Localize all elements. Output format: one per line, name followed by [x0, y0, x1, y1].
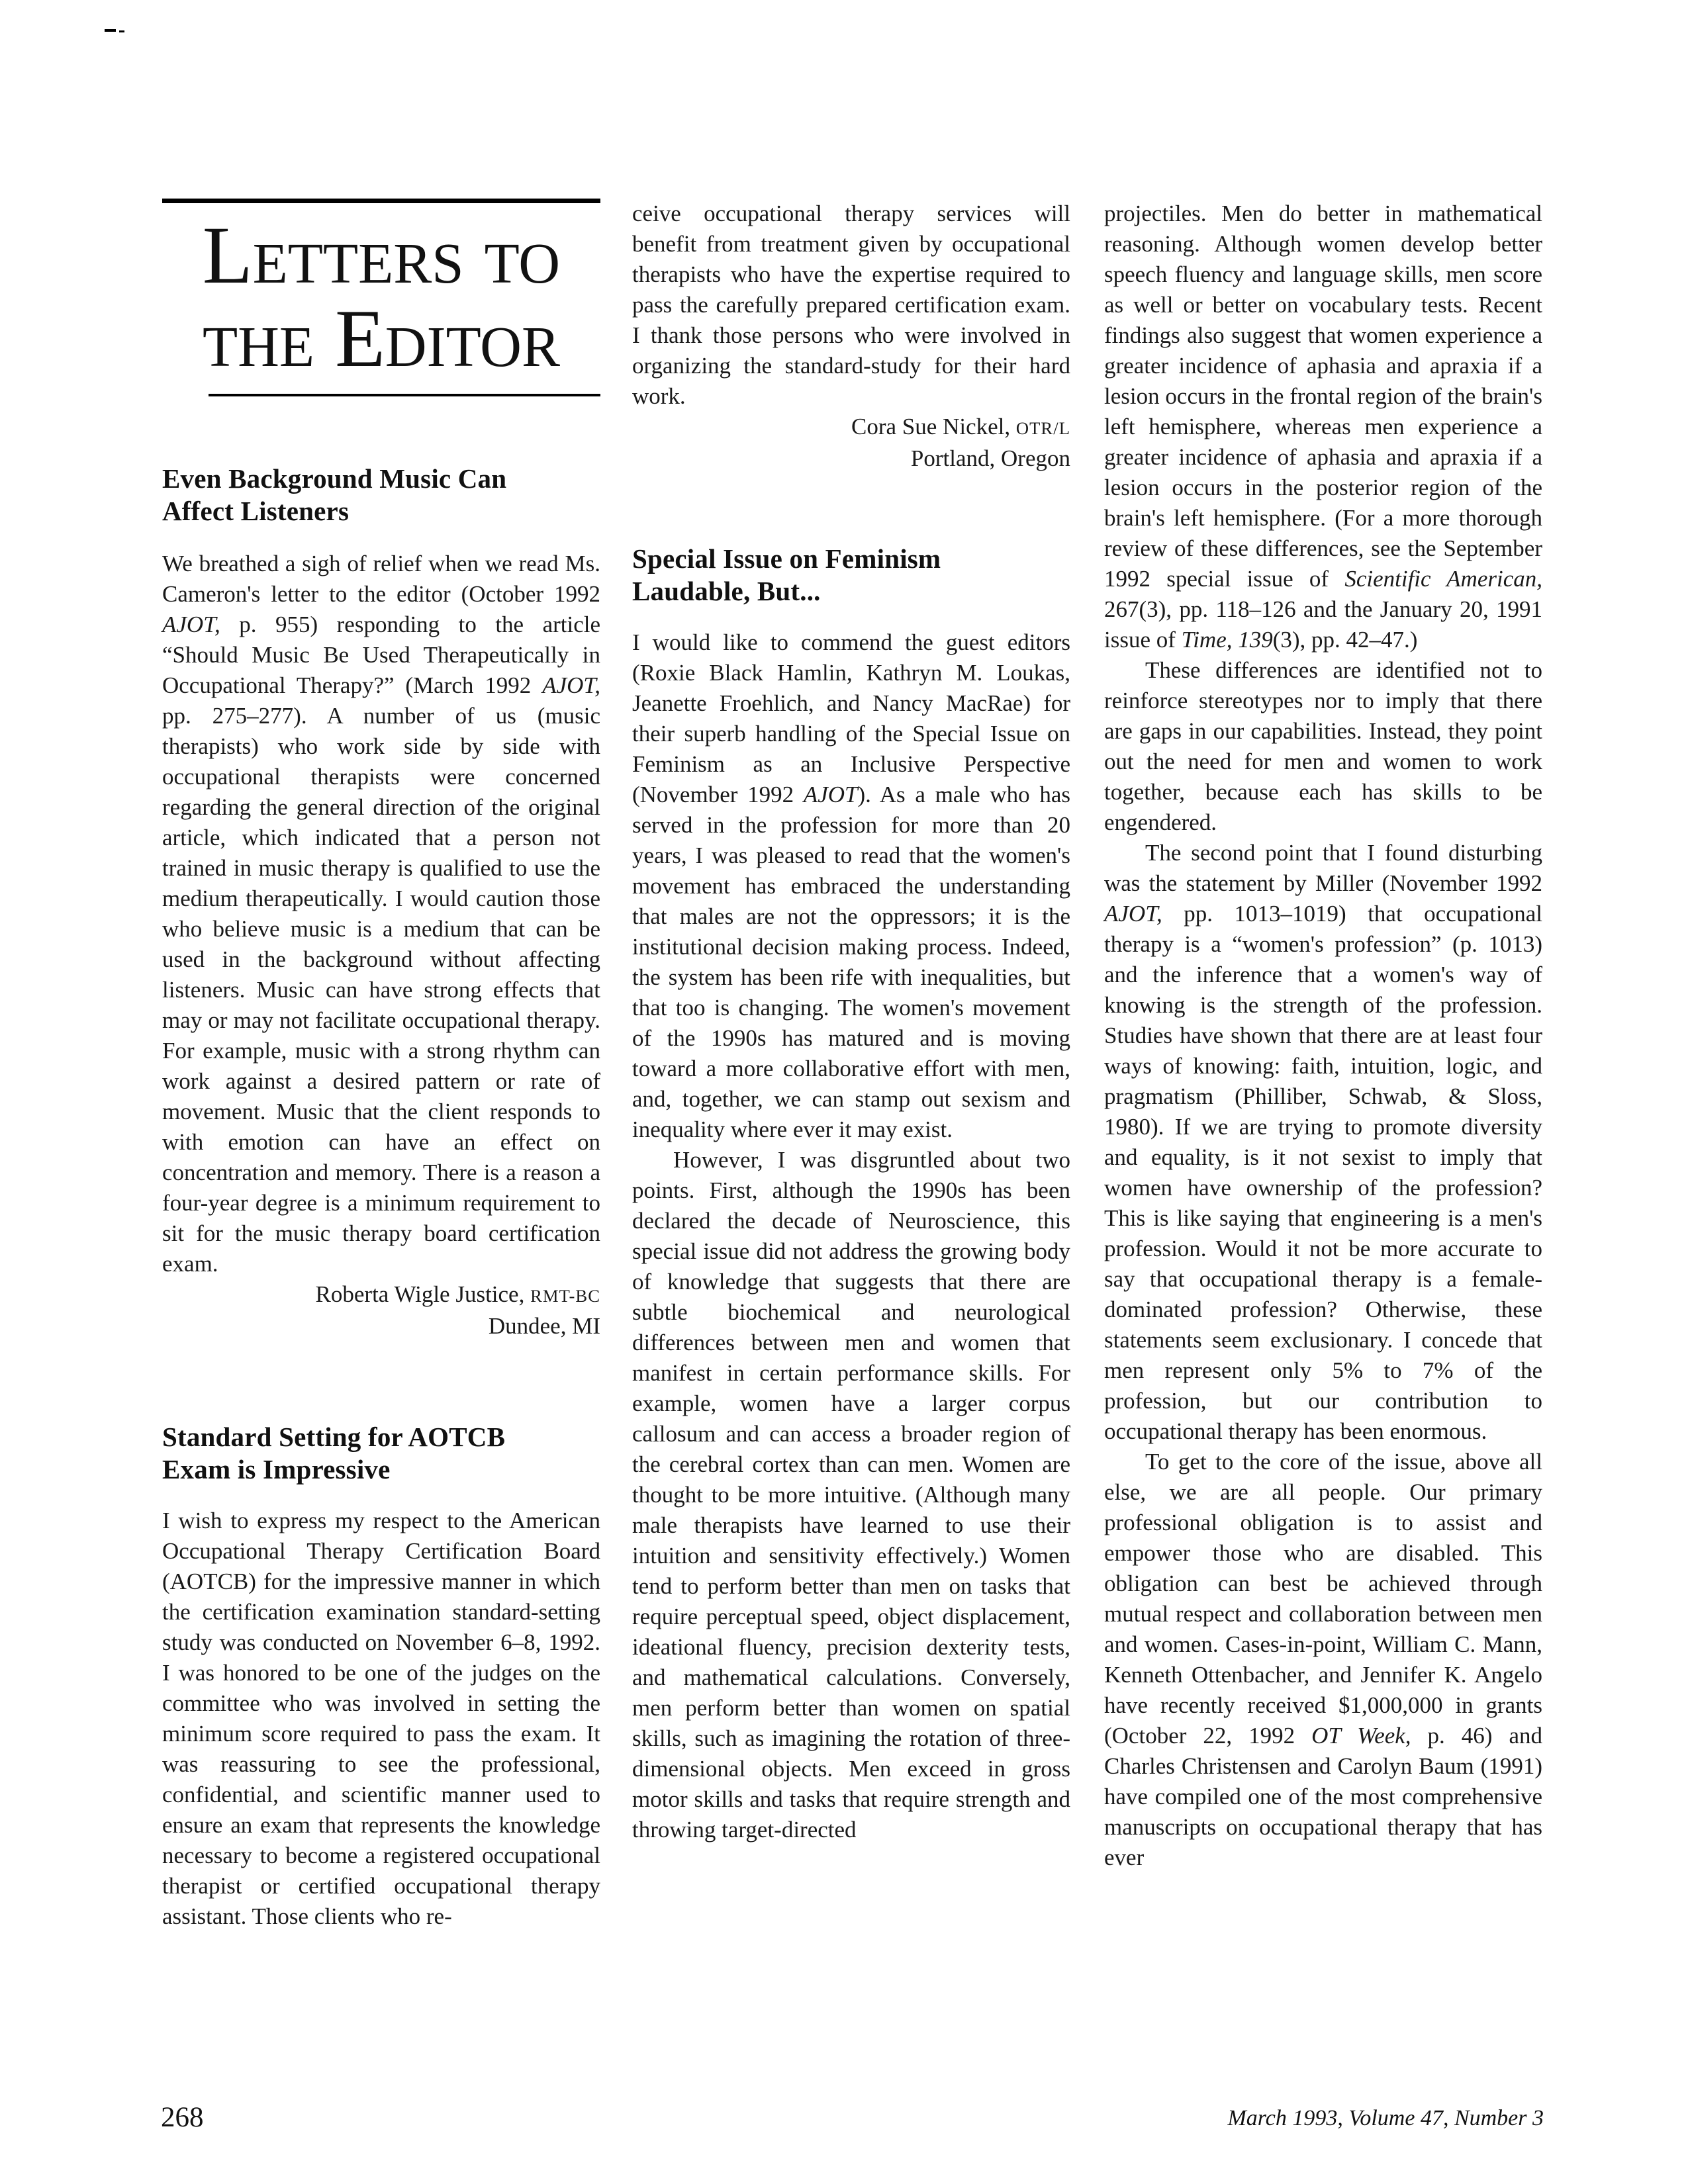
column-left — [162, 199, 600, 1932]
letter-feminism-para3: These differences are identified not to reinforce stereotypes nor to imply that there are gaps in our capabilities. Instead, they point out the need for men and women to work together, because each has skills to be engendered. — [1104, 657, 1542, 835]
letter-aotcb-signature — [632, 412, 1070, 474]
letter-feminism-para5: To get to the core of the issue, above all else, we are all people. Our primary professional obligation is to assist and empower those who are disabled. This obligation can best be achieved through mutual respect and collaboration between men and women. Cases-in-point, William C. Mann, Kenneth Ottenbacher, and Jennifer K. Angelo have recently received $1,000,000 in grants (October 22, 1992 OT Week, p. 46) and Charles Christensen and Carolyn Baum (1991) have compiled one of the most comprehensive manuscripts on occupational therapy that has ever — [1104, 1449, 1542, 1870]
letter-aotcb-heading — [162, 1421, 600, 1486]
letter-aotcb-heading-line1: Standard Setting for AOTCB — [162, 1422, 506, 1452]
letter-music-heading — [162, 463, 600, 527]
letter-aotcb-heading-line2: Exam is Impressive — [162, 1454, 391, 1484]
letter-aotcb-part1 — [162, 1421, 600, 1932]
masthead-rule-bottom — [209, 394, 600, 396]
signature-place: Portland, Oregon — [910, 445, 1070, 471]
letter-feminism-para2-part2: projectiles. Men do better in mathematical reasoning. Although women develop better speech fluency and language skills, men score as well or better on vocabulary tests. Recent findings also suggest that women experience a greater incidence of aphasia and apraxia if a lesion occurs in the frontal region of the brain's left hemisphere, whereas men experience a greater incidence of aphasia and apraxia if a lesion occurs in the posterior region of the brain's left hemisphere. (For a more thorough review of these differences, see the September 1992 special issue of Scientific American, 267(3), pp. 118–126 and the January 20, 1991 issue of Time, 139(3), pp. 42–47.) — [1104, 201, 1542, 653]
letter-feminism-part2 — [1104, 199, 1542, 1873]
letter-music-heading-line2: Affect Listeners — [162, 496, 350, 526]
letter-feminism-para1: I would like to commend the guest editors (Roxie Black Hamlin, Kathryn M. Loukas, Jeanette Froehlich, and Nancy MacRae) for their superb handling of the Special Issue on Feminism as an Inclusive Perspective (November 1992 AJOT). As a male who has served in the profession for more than 20 years, I was pleased to read that the women's movement has embraced the understanding that males are not the oppressors; it is the institutional decision making process. Indeed, the system has been rife with inequalities, but that too is changing. The women's movement of the 1990s has matured and is moving toward a more collaborative effort with men, and, together, we can stamp out sexism and inequality where ever it may exist. — [632, 629, 1070, 1142]
page-title-line2: the Editor — [202, 293, 561, 384]
letter-feminism-heading-line2: Laudable, But... — [632, 576, 821, 606]
masthead-rule-top — [162, 199, 600, 203]
scan-artifact-dash — [119, 30, 124, 32]
letter-music-heading-line1: Even Background Music Can — [162, 463, 507, 494]
page-title-line1: Letters to — [202, 210, 561, 300]
letter-aotcb-body-part1: I wish to express my respect to the American Occupational Therapy Certification Board (AOTCB) for the impressive manner in which the certification examination standard-setting study was conducted on November 6–8, 1992. I was honored to be one of the judges on the committee who was involved in setting the minimum score required to pass the exam. It was reassuring to see the professional, confidential, and scientific manner used to ensure an exam that represents the knowledge necessary to become a registered occupational therapist or certified occupational therapy assistant. Those clients who re- — [162, 1508, 600, 1929]
letter-feminism-para4: The second point that I found disturbing was the statement by Miller (November 1992 AJOT, pp. 1013–1019) that occupational therapy is a “women's profession” (p. 1013) and the inference that a women's way of knowing is the strength of the profession. Studies have shown that there are at least four ways of knowing: faith, intuition, logic, and pragmatism (Philliber, Schwab, & Sloss, 1980). If we are trying to promote diversity and equality, is it not sexist to imply that women have ownership of the profession? This is like saying that engineering is a men's profession. Would it not be more accurate to say that occupational therapy is a female-dominated profession? Otherwise, these statements seem exclusionary. I concede that men represent only 5% to 7% of the profession, but our contribution to occupational therapy has been enormous. — [1104, 840, 1542, 1444]
signature-name: Cora Sue Nickel, OTR/L — [851, 414, 1070, 439]
letter-music — [162, 463, 600, 1342]
letter-aotcb-body-part2: ceive occupational therapy services will benefit from treatment given by occupational therapists who have the expertise required to pass the carefully prepared certification exam. I thank those persons who were involved in organizing the standard-study for their hard work. — [632, 201, 1070, 409]
signature-place: Dundee, MI — [488, 1313, 600, 1339]
letter-feminism-heading — [632, 543, 1070, 608]
letter-music-signature — [162, 1279, 600, 1342]
letter-feminism-para2-part1: However, I was disgruntled about two points. First, although the 1990s has been declared the decade of Neuroscience, this special issue did not address the growing body of knowledge that suggests that there are subtle biochemical and neurological differences between men and women that manifest in certain performance skills. For example, women have a larger corpus callosum and can access a broader region of the cerebral cortex than can men. Women are thought to be more intuitive. (Although many male therapists have learned to use their intuition and sensitivity effectively.) Women tend to perform better than men on tasks that require perceptual speed, object displacement, ideational fluency, precision dexterity tests, and mathematical calculations. Conversely, men perform better than women on spatial skills, such as imagining the rotation of three-dimensional objects. Men exceed in gross motor skills and tasks that require strength and throwing target-directed — [632, 1147, 1070, 1843]
column-right — [1104, 199, 1542, 1873]
letter-feminism-part1 — [632, 543, 1070, 1845]
page-number: 268 — [161, 2102, 204, 2133]
letter-music-body: We breathed a sigh of relief when we read Ms. Cameron's letter to the editor (October 1992 AJOT, p. 955) responding to the article “Should Music Be Used Therapeutically in Occupational Therapy?” (March 1992 AJOT, pp. 275–277). A number of us (music therapists) who work side by side with occupational therapists were concerned regarding the general direction of the original article, which indicated that a person not trained in music therapy is qualified to use the medium therapeutically. I would caution those who believe music is a medium that can be used in the background without affecting listeners. Music can have strong effects that may or may not facilitate occupational therapy. For example, music with a strong rhythm can work against a desired pattern or rate of movement. Music that the client responds to with emotion can have an effect on concentration and memory. There is a reason a four-year degree is a minimum requirement to sit for the music therapy board certification exam. — [162, 551, 600, 1277]
masthead — [162, 199, 600, 396]
letter-aotcb-part2 — [632, 199, 1070, 474]
signature-name: Roberta Wigle Justice, RMT-BC — [315, 1281, 600, 1307]
issue-info: March 1993, Volume 47, Number 3 — [1227, 2106, 1544, 2130]
column-middle — [632, 199, 1070, 1845]
page-title — [162, 210, 600, 384]
letter-feminism-heading-line1: Special Issue on Feminism — [632, 543, 941, 574]
scan-artifact-dash — [105, 29, 116, 32]
